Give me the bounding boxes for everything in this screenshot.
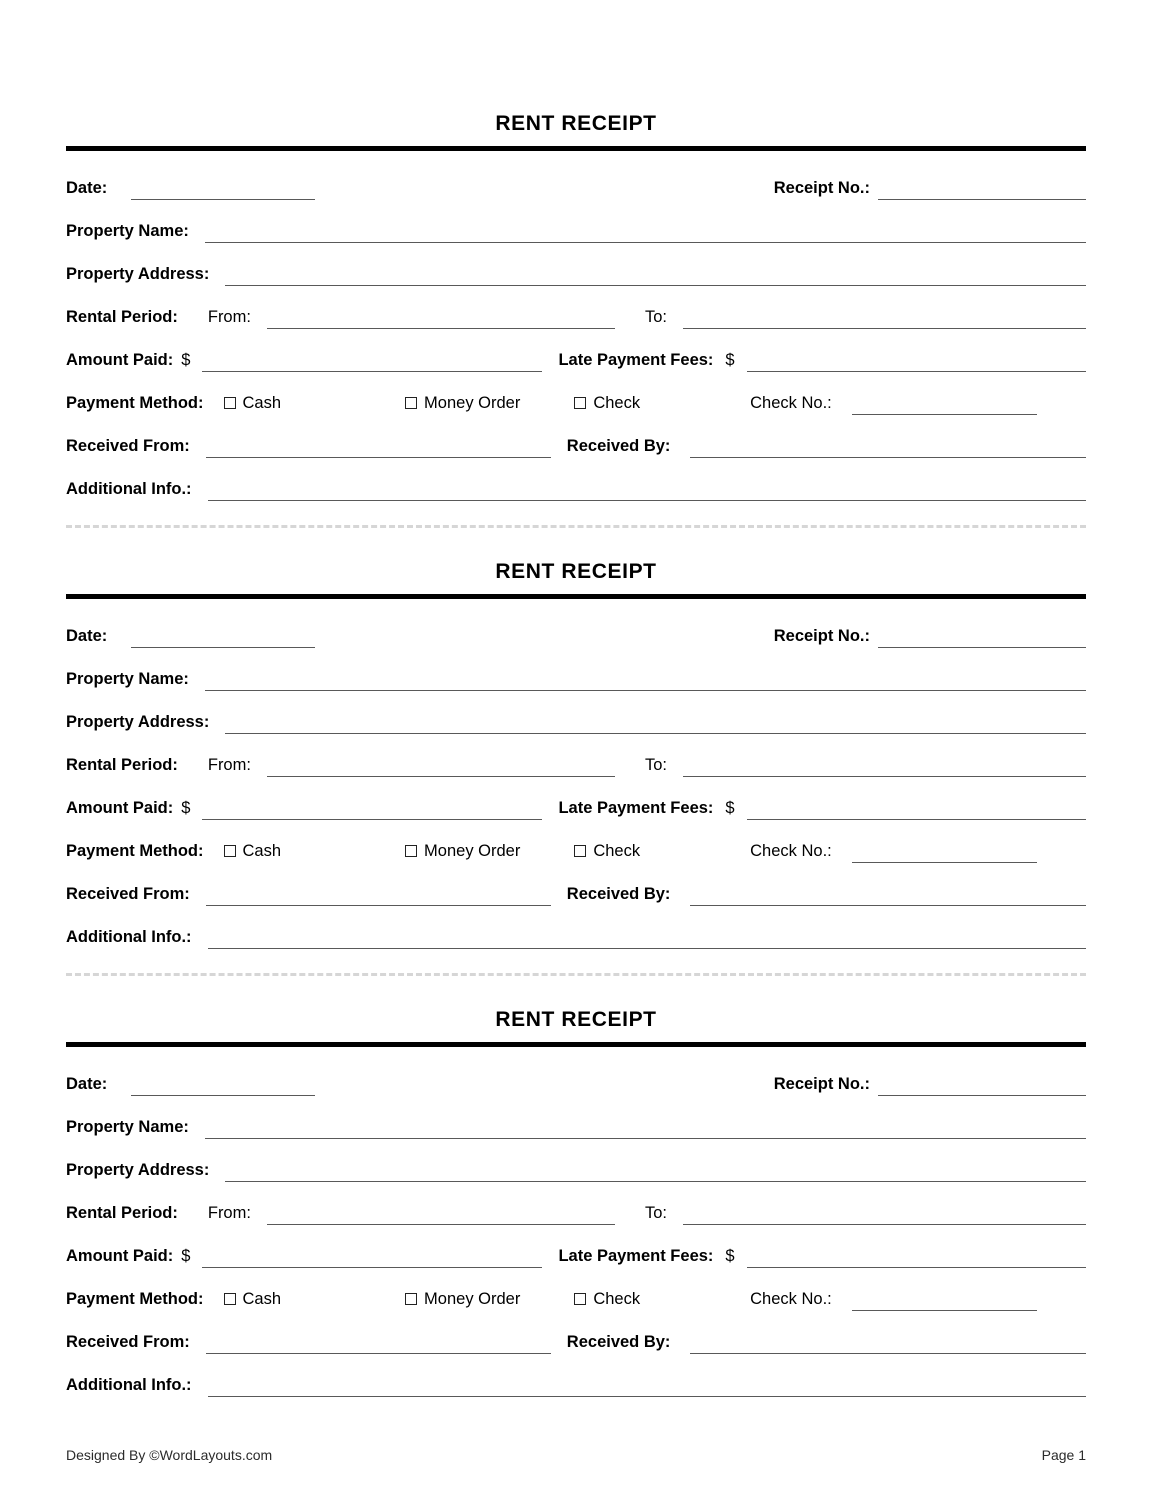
label-date: Date: (66, 178, 108, 197)
page-footer (66, 1447, 1086, 1463)
checkbox-check-label: Check (593, 841, 641, 860)
receipt-no-input[interactable] (878, 178, 1086, 200)
checkbox-square-icon (405, 397, 417, 409)
label-rental-period: Rental Period: (66, 755, 178, 774)
label-property-address: Property Address: (66, 712, 210, 731)
row-received-from-by (66, 1311, 1086, 1354)
currency-symbol-amount: $ (181, 1246, 191, 1265)
label-received-by: Received By: (566, 884, 671, 903)
label-check-no: Check No.: (750, 1289, 832, 1308)
title-divider-rule (66, 594, 1086, 599)
label-from: From: (207, 755, 251, 774)
label-property-name: Property Name: (66, 221, 189, 240)
label-payment-method: Payment Method: (66, 1289, 204, 1308)
label-to: To: (644, 1203, 667, 1222)
row-payment-method (66, 1268, 1086, 1311)
checkbox-square-icon (574, 397, 586, 409)
row-additional-info (66, 458, 1086, 501)
label-from: From: (207, 1203, 251, 1222)
label-date: Date: (66, 1074, 108, 1093)
checkbox-money-order-label: Money Order (424, 393, 521, 412)
checkbox-square-icon (224, 1293, 236, 1305)
amount-paid-input[interactable] (202, 350, 542, 372)
row-rental-period (66, 1182, 1086, 1225)
row-property-name (66, 200, 1086, 243)
label-date: Date: (66, 626, 108, 645)
page-title: RENT RECEIPT (495, 112, 657, 135)
received-by-input[interactable] (690, 1332, 1086, 1354)
page-title: RENT RECEIPT (495, 560, 657, 583)
label-late-payment-fees: Late Payment Fees: (558, 798, 714, 817)
checkbox-cash-label: Cash (242, 1289, 282, 1308)
label-received-from: Received From: (66, 436, 190, 455)
label-rental-period: Rental Period: (66, 307, 178, 326)
checkbox-cash[interactable] (224, 1291, 282, 1312)
footer-designed-by: Designed By ©WordLayouts.com (66, 1447, 273, 1463)
check-no-input[interactable] (852, 1289, 1037, 1311)
label-payment-method: Payment Method: (66, 393, 204, 412)
checkbox-square-icon (405, 845, 417, 857)
checkbox-square-icon (405, 1293, 417, 1305)
currency-symbol-late-fees: $ (725, 350, 735, 369)
page-title: RENT RECEIPT (495, 1008, 657, 1031)
currency-symbol-amount: $ (181, 798, 191, 817)
label-property-name: Property Name: (66, 669, 189, 688)
row-property-address (66, 691, 1086, 734)
checkbox-money-order-label: Money Order (424, 841, 521, 860)
label-late-payment-fees: Late Payment Fees: (558, 350, 714, 369)
label-amount-paid: Amount Paid: (66, 350, 174, 369)
footer-page-number: Page 1 (1041, 1447, 1086, 1463)
rental-from-input[interactable] (267, 755, 615, 777)
row-amount-late-fees (66, 1225, 1086, 1268)
received-from-input[interactable] (206, 1332, 551, 1354)
property-name-input[interactable] (205, 669, 1086, 691)
label-from: From: (207, 307, 251, 326)
received-by-input[interactable] (690, 884, 1086, 906)
amount-paid-input[interactable] (202, 1246, 542, 1268)
late-payment-fees-input[interactable] (747, 798, 1086, 820)
row-amount-late-fees (66, 329, 1086, 372)
label-check-no: Check No.: (750, 393, 832, 412)
label-to: To: (644, 307, 667, 326)
rental-from-input[interactable] (267, 307, 615, 329)
received-from-input[interactable] (206, 436, 551, 458)
row-amount-late-fees (66, 777, 1086, 820)
title-divider-rule (66, 146, 1086, 151)
checkbox-check[interactable] (574, 395, 640, 416)
row-property-address (66, 1139, 1086, 1182)
label-to: To: (644, 755, 667, 774)
date-input[interactable] (131, 178, 315, 200)
row-received-from-by (66, 415, 1086, 458)
property-name-input[interactable] (205, 221, 1086, 243)
late-payment-fees-input[interactable] (747, 350, 1086, 372)
label-received-by: Received By: (566, 436, 671, 455)
receipt-no-input[interactable] (878, 1074, 1086, 1096)
late-payment-fees-input[interactable] (747, 1246, 1086, 1268)
label-receipt-no: Receipt No.: (773, 626, 870, 645)
row-date-receiptno (66, 1053, 1086, 1096)
check-no-input[interactable] (852, 841, 1037, 863)
checkbox-square-icon (224, 397, 236, 409)
label-additional-info: Additional Info.: (66, 479, 192, 498)
row-payment-method (66, 820, 1086, 863)
checkbox-cash-label: Cash (242, 393, 282, 412)
title-divider-rule (66, 1042, 1086, 1047)
checkbox-square-icon (574, 845, 586, 857)
checkbox-money-order[interactable] (405, 395, 520, 416)
row-property-address (66, 243, 1086, 286)
label-received-from: Received From: (66, 884, 190, 903)
currency-symbol-late-fees: $ (725, 798, 735, 817)
check-no-input[interactable] (852, 393, 1037, 415)
row-date-receiptno (66, 157, 1086, 200)
row-date-receiptno (66, 605, 1086, 648)
amount-paid-input[interactable] (202, 798, 542, 820)
received-by-input[interactable] (690, 436, 1086, 458)
checkbox-check[interactable] (574, 1291, 640, 1312)
checkbox-cash-label: Cash (242, 841, 282, 860)
row-additional-info (66, 1354, 1086, 1397)
label-received-by: Received By: (566, 1332, 671, 1351)
checkbox-square-icon (224, 845, 236, 857)
checkbox-money-order[interactable] (405, 1291, 520, 1312)
label-receipt-no: Receipt No.: (773, 1074, 870, 1093)
row-received-from-by (66, 863, 1086, 906)
label-receipt-no: Receipt No.: (773, 178, 870, 197)
row-property-name (66, 1096, 1086, 1139)
property-address-input[interactable] (225, 712, 1086, 734)
row-property-name (66, 648, 1086, 691)
checkbox-money-order-label: Money Order (424, 1289, 521, 1308)
property-address-input[interactable] (225, 1160, 1086, 1182)
date-input[interactable] (131, 626, 315, 648)
label-property-address: Property Address: (66, 1160, 210, 1179)
rental-to-input[interactable] (683, 307, 1086, 329)
rent-receipt-block-2 (66, 528, 1086, 949)
additional-info-input[interactable] (208, 927, 1086, 949)
row-additional-info (66, 906, 1086, 949)
checkbox-money-order[interactable] (405, 843, 520, 864)
additional-info-input[interactable] (208, 1375, 1086, 1397)
checkbox-check-label: Check (593, 1289, 641, 1308)
rental-to-input[interactable] (683, 1203, 1086, 1225)
checkbox-check-label: Check (593, 393, 641, 412)
label-rental-period: Rental Period: (66, 1203, 178, 1222)
label-property-address: Property Address: (66, 264, 210, 283)
label-amount-paid: Amount Paid: (66, 798, 174, 817)
currency-symbol-amount: $ (181, 350, 191, 369)
row-rental-period (66, 734, 1086, 777)
label-additional-info: Additional Info.: (66, 1375, 192, 1394)
rental-to-input[interactable] (683, 755, 1086, 777)
receipt-no-input[interactable] (878, 626, 1086, 648)
label-received-from: Received From: (66, 1332, 190, 1351)
additional-info-input[interactable] (208, 479, 1086, 501)
checkbox-square-icon (574, 1293, 586, 1305)
checkbox-check[interactable] (574, 843, 640, 864)
label-additional-info: Additional Info.: (66, 927, 192, 946)
currency-symbol-late-fees: $ (725, 1246, 735, 1265)
checkbox-cash[interactable] (224, 843, 282, 864)
rent-receipt-block-3 (66, 976, 1086, 1397)
row-rental-period (66, 286, 1086, 329)
date-input[interactable] (131, 1074, 315, 1096)
label-property-name: Property Name: (66, 1117, 189, 1136)
rental-from-input[interactable] (267, 1203, 615, 1225)
property-name-input[interactable] (205, 1117, 1086, 1139)
received-from-input[interactable] (206, 884, 551, 906)
label-amount-paid: Amount Paid: (66, 1246, 174, 1265)
label-payment-method: Payment Method: (66, 841, 204, 860)
label-late-payment-fees: Late Payment Fees: (558, 1246, 714, 1265)
property-address-input[interactable] (225, 264, 1086, 286)
checkbox-cash[interactable] (224, 395, 282, 416)
rent-receipt-block-1 (66, 0, 1086, 501)
label-check-no: Check No.: (750, 841, 832, 860)
row-payment-method (66, 372, 1086, 415)
